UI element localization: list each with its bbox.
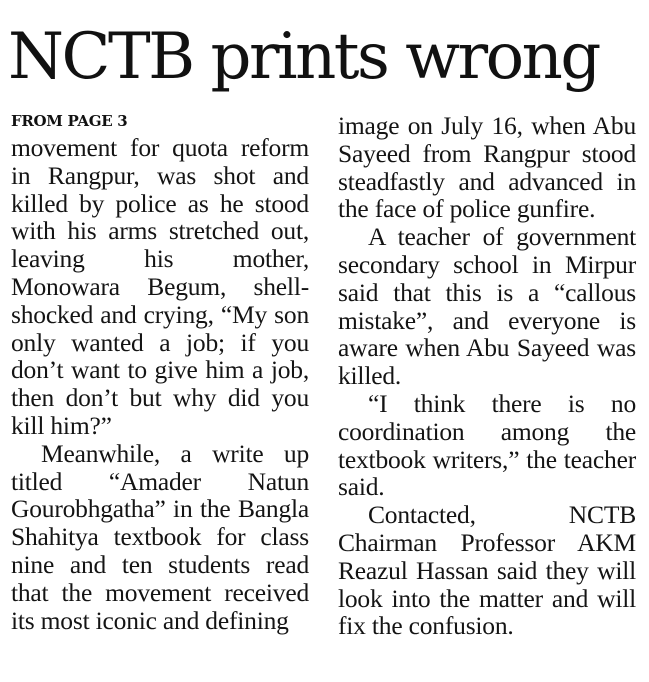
paragraph-teacher-statement: A teacher of government secondary school in Mirpur said that this is a “callous mistake”, and everyone is aware when Abu Sayeed was killed. <box>338 222 636 391</box>
paragraph-textbook-writeup: Meanwhile, a write up titled “Amader Natun Gourobhgatha” in the Bangla Shahitya textbook for class nine and ten students read that the movement received its most iconic and defining <box>11 438 309 635</box>
jump-label: FROM PAGE 3 <box>11 112 128 130</box>
paragraph-chairman-response: Contacted, NCTB Chairman Professor AKM Reazul Hassan said they will look into the matter and will fix the confusion. <box>338 500 636 641</box>
left-column <box>11 108 309 634</box>
paragraph-continued: movement for quota reform in Rangpur, was shot and killed by police as he stood with his arms stretched out, leaving his mother, Monowara Begum, shell-shocked and crying, “My son only wanted a job; if you don’t want to give him a job, then don’t but why did you kill him?” <box>11 133 309 440</box>
paragraph-continuation: image on July 16, when Abu Sayeed from Rangpur stood steadfastly and advanced in the face of police gunfire. <box>338 111 636 224</box>
headline: NCTB prints wrong <box>8 20 599 94</box>
paragraph-teacher-quote: “I think there is no coordination among the textbook writers,” the teacher said. <box>338 388 636 502</box>
right-column <box>338 108 636 640</box>
